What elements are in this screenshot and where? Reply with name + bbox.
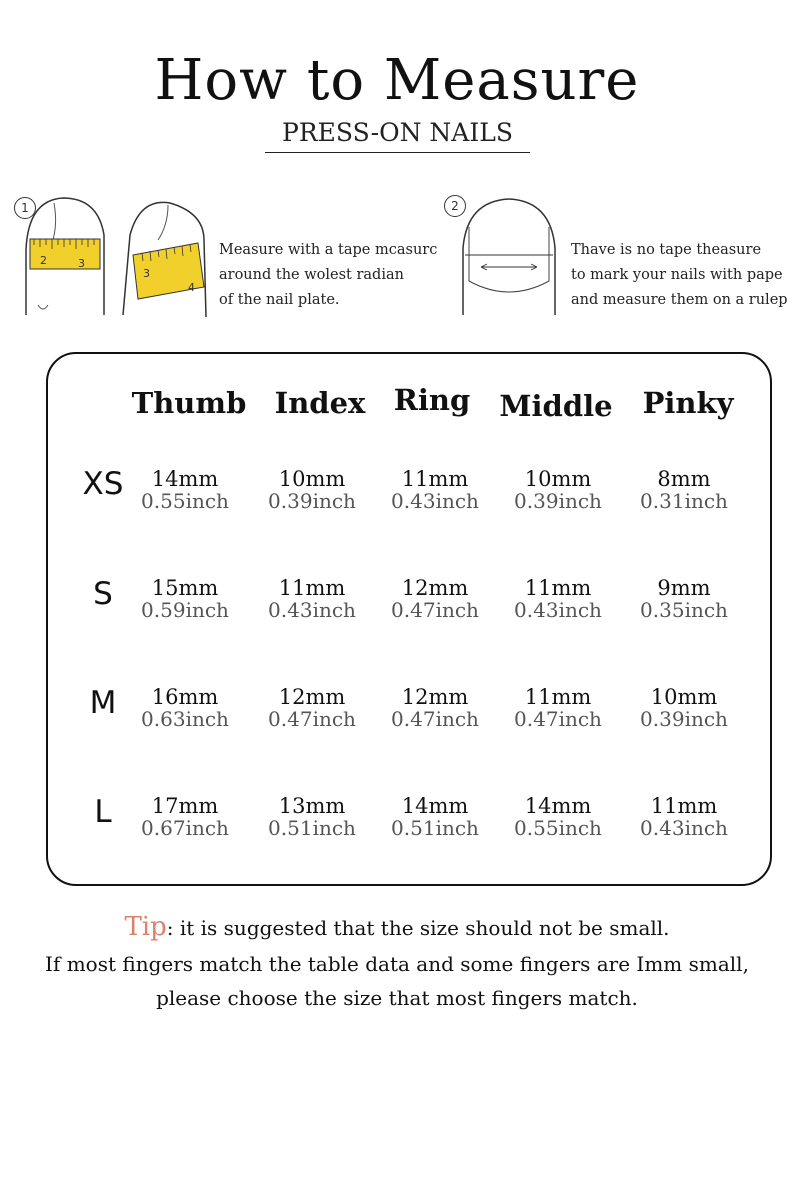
table-cell: 11mm 0.47inch xyxy=(514,685,602,731)
step-2-line: and measure them on a rulep xyxy=(571,292,788,308)
page-subtitle: PRESS-ON NAILS xyxy=(265,118,530,153)
tip-line-1 xyxy=(0,912,794,942)
step-2-line: Thave is no tape theasure xyxy=(571,242,762,258)
size-label-s: S xyxy=(93,576,113,612)
tip-line-2: If most fingers match the table data and some fingers are Imm small, xyxy=(45,952,749,976)
table-cell: 14mm 0.55inch xyxy=(141,467,229,513)
table-cell: 14mm 0.55inch xyxy=(514,794,602,840)
column-header-ring: Ring xyxy=(393,383,471,417)
column-header-index: Index xyxy=(274,386,366,420)
step-1-line: Measure with a tape mcasurc xyxy=(219,242,438,258)
size-label-m: M xyxy=(89,685,117,721)
table-cell: 10mm 0.39inch xyxy=(514,467,602,513)
table-cell: 12mm 0.47inch xyxy=(268,685,356,731)
table-cell: 17mm 0.67inch xyxy=(141,794,229,840)
table-cell: 9mm 0.35inch xyxy=(640,576,728,622)
table-cell: 8mm 0.31inch xyxy=(640,467,728,513)
table-cell: 16mm 0.63inch xyxy=(141,685,229,731)
table-cell: 12mm 0.47inch xyxy=(391,685,479,731)
table-cell: 14mm 0.51inch xyxy=(391,794,479,840)
tip-line-3: please choose the size that most fingers match. xyxy=(156,986,638,1010)
table-cell: 15mm 0.59inch xyxy=(141,576,229,622)
table-cell: 10mm 0.39inch xyxy=(268,467,356,513)
table-cell: 10mm 0.39inch xyxy=(640,685,728,731)
table-cell: 12mm 0.47inch xyxy=(391,576,479,622)
table-cell: 11mm 0.43inch xyxy=(514,576,602,622)
tip-label: Tip xyxy=(124,912,167,942)
column-header-middle: Middle xyxy=(499,389,613,423)
table-cell: 11mm 0.43inch xyxy=(640,794,728,840)
step-2-number: 2 xyxy=(444,195,466,217)
step-1-line: around the wolest radian xyxy=(219,267,404,283)
table-cell: 11mm 0.43inch xyxy=(268,576,356,622)
step-2-line: to mark your nails with pape xyxy=(571,267,783,283)
step-1-finger-tape-illustration xyxy=(18,195,218,320)
size-label-l: L xyxy=(94,794,112,830)
column-header-thumb: Thumb xyxy=(131,386,247,420)
size-label-xs: XS xyxy=(82,466,124,502)
tape-mark: 2 xyxy=(40,254,47,267)
tape-mark: 3 xyxy=(78,257,85,270)
table-cell: 13mm 0.51inch xyxy=(268,794,356,840)
page-title: How to Measure xyxy=(154,48,640,113)
tip-text: : it is suggested that the size should not be small. xyxy=(166,916,670,940)
step-1-instructions xyxy=(219,238,437,313)
table-cell: 11mm 0.43inch xyxy=(391,467,479,513)
step-2-nail-paper-illustration xyxy=(455,193,563,318)
step-1-line: of the nail plate. xyxy=(219,292,340,308)
column-header-pinky: Pinky xyxy=(642,386,734,420)
tape-mark: 3 xyxy=(143,267,150,280)
step-2-instructions xyxy=(571,238,788,313)
step-1-number: 1 xyxy=(14,197,36,219)
tape-mark: 4 xyxy=(188,281,195,294)
